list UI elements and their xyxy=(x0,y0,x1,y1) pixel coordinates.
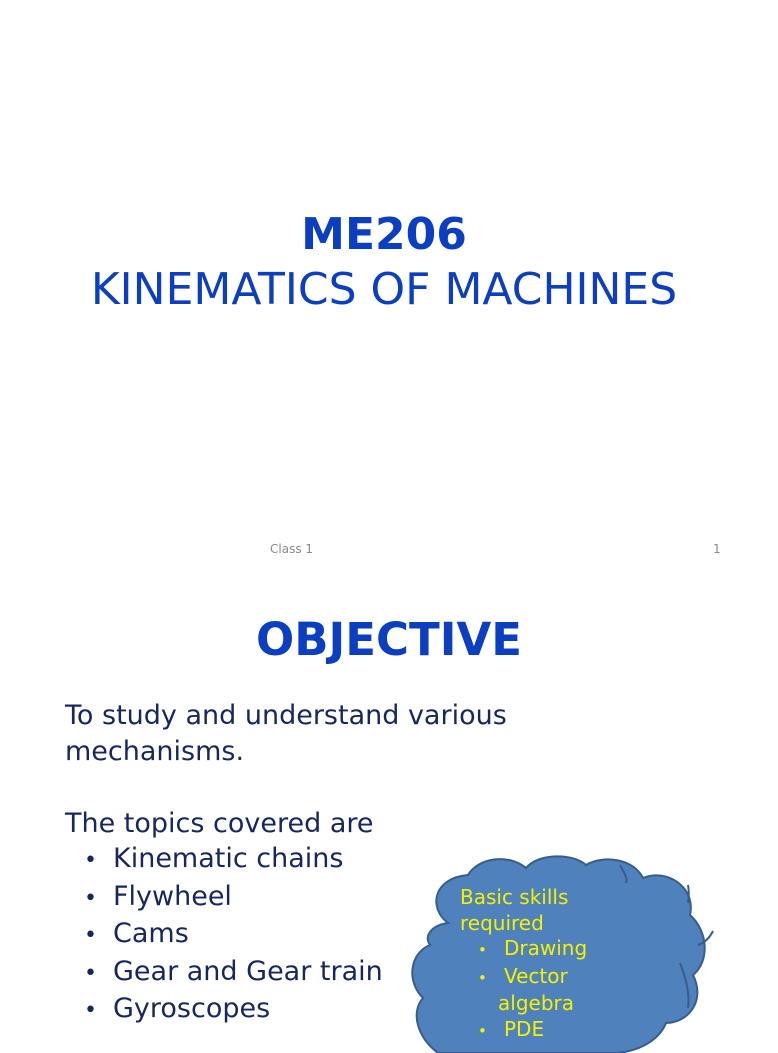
topic-label: Gear and Gear train xyxy=(113,955,383,987)
bullet-icon: • xyxy=(84,960,97,986)
skills-list xyxy=(460,936,587,1044)
list-item xyxy=(84,991,383,1029)
topics-list xyxy=(84,841,383,1029)
bullet-icon: • xyxy=(478,941,487,959)
bullet-icon: • xyxy=(478,1021,487,1040)
skill-label: algebra xyxy=(498,991,574,1015)
slide-footer-label: Class 1 xyxy=(270,542,314,556)
list-item xyxy=(84,879,383,917)
intro-paragraph xyxy=(65,698,507,770)
list-item xyxy=(460,964,587,992)
skill-label: PDE xyxy=(504,1016,545,1041)
bullet-icon: • xyxy=(478,968,487,987)
bullet-icon: • xyxy=(84,998,97,1023)
list-item xyxy=(84,916,383,954)
intro-line: To study and understand various xyxy=(65,700,507,731)
course-code: ME206 xyxy=(301,209,467,260)
list-item xyxy=(84,954,383,992)
skills-cloud-callout xyxy=(408,853,720,1053)
skill-label: Drawing xyxy=(504,936,588,960)
list-item xyxy=(84,841,383,879)
skill-label: Vector xyxy=(504,963,568,988)
slide-page-number: 1 xyxy=(713,542,721,556)
course-title: KINEMATICS OF MACHINES xyxy=(90,264,678,315)
cloud-text xyxy=(460,885,587,1044)
list-item xyxy=(460,936,587,964)
slide-heading: OBJECTIVE xyxy=(255,613,523,666)
bullet-icon: • xyxy=(84,885,97,911)
list-item xyxy=(460,1017,587,1045)
list-item xyxy=(460,991,587,1017)
topic-label: Gyroscopes xyxy=(113,993,271,1024)
intro-line: mechanisms. xyxy=(65,736,245,767)
topics-lead: The topics covered are xyxy=(65,808,374,839)
topic-label: Cams xyxy=(113,918,189,949)
topic-label: Flywheel xyxy=(113,880,232,912)
callout-title: required xyxy=(460,910,544,935)
topic-label: Kinematic chains xyxy=(113,843,344,874)
callout-title: Basic skills xyxy=(460,885,569,909)
bullet-icon: • xyxy=(84,848,97,873)
bullet-icon: • xyxy=(84,923,97,948)
